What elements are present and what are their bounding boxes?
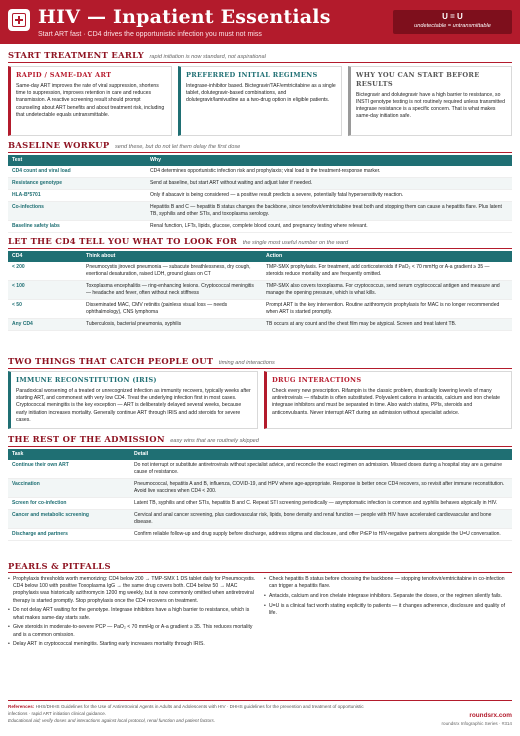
card-heading: PREFERRED INITIAL REGIMENS [186, 71, 318, 79]
table-row [8, 202, 512, 221]
column-header: CD4 [8, 251, 82, 262]
section-baseline-workup [8, 140, 240, 152]
table-cell: Disseminated MAC, CMV retinitis (painless visual loss — needs ophthalmology), CNS lymphoma [82, 300, 262, 319]
section-divider [8, 446, 512, 447]
card-start-before-results [348, 66, 512, 136]
table-cell: < 100 [8, 281, 82, 300]
card-text: Same-day ART improves the rate of viral suppression, shortens time to suppression, improves retention in care and reduces transmission. A reactive screening result should prompt counseling about ART benefits and about treatment risk, including that undetectable equals untransmittable. [16, 82, 165, 118]
table-cell: TMP-SMX prophylaxis. For treatment, add corticosteroids if PaO₂ < 70 mmHg or A-a gradient ≥ 35 — steroids reduce mortality and are frequently omitted. [262, 262, 512, 281]
section-title: THE REST OF THE ADMISSION [8, 434, 165, 444]
admission-table [8, 449, 512, 541]
table-cell: Confirm reliable follow-up and drug supply before discharge, address stigma and disclosure, and offer PrEP to HIV-negative partners alongside the U=U conversation. [130, 529, 512, 541]
section-divider [8, 62, 512, 63]
list-item: • Antacids, calcium and iron chelate integrase inhibitors. Separate the doses, or the regimen silently fails. [264, 593, 512, 600]
table-row [8, 498, 512, 510]
table-cell: < 200 [8, 262, 82, 281]
card-heading: WHY YOU CAN START BEFORE RESULTS [356, 71, 480, 88]
table-row [8, 479, 512, 498]
section-title: TWO THINGS THAT CATCH PEOPLE OUT [8, 356, 214, 366]
table-cell: Toxoplasma encephalitis — ring-enhancing lesions. Cryptococcal meningitis — headache and fever, often without neck stiffness [82, 281, 262, 300]
column-header: Why [146, 155, 512, 166]
footer-references [8, 704, 368, 725]
table-cell: Tuberculosis, bacterial pneumonia, syphilis [82, 319, 262, 331]
table-row [8, 460, 512, 479]
footer-divider [8, 700, 512, 701]
section-subtitle: rapid initiation is now standard, not aspirational [149, 54, 266, 60]
table-row [8, 178, 512, 190]
table-row [8, 166, 512, 178]
list-item: • U=U is a clinical fact worth stating explicitly to patients — it changes adherence, disclosure and quality of life. [264, 603, 512, 617]
table-cell: Cancer and metabolic screening [8, 510, 130, 529]
medical-cross-icon [8, 9, 30, 31]
uu-badge [393, 10, 512, 34]
section-subtitle: timing and interactions [218, 360, 275, 366]
footer-branding [442, 712, 512, 727]
table-row [8, 281, 512, 300]
table-cell: Latent TB, syphilis and other STIs, hepatitis B and C. Repeat STI screening periodically — asymptomatic infection is common and syphilis behaves atypically in HIV. [130, 498, 512, 510]
references-text: HHS/DHHS Guidelines for the Use of Antiretroviral Agents in Adults and Adolescents with HIV · DHHS guidelines for the prevention and treatment of opportunistic infections · rapid ART initiation clinical guidance. [8, 704, 364, 716]
table-cell: CD4 determines opportunistic infection risk and prophylaxis; viral load is the treatment-response marker. [146, 166, 512, 178]
table-row [8, 300, 512, 319]
table-cell: < 50 [8, 300, 82, 319]
table-row [8, 221, 512, 233]
card-text: Check every new prescription. Rifampin is the classic problem, drastically lowering levels of many antiretrovirals — rifabutin is often substituted. Polyvalent cations in antacids, calcium and iron chelate integrase inhibitors and must be separated in time. Also watch statins, PPIs, steroids and anticonvulsants. Never interrupt ART during an admission without specialist advice. [272, 387, 500, 416]
table-cell: Resistance genotype [8, 178, 146, 190]
section-subtitle: send these, but do not let them delay the first dose [114, 144, 241, 150]
card-text: Integrase-inhibitor based. Bictegravir/TAF/emtricitabine as a single tablet, dolutegravir-based combinations, and dolutegravir/lamivudine as a two-drug option in eligible patients. [186, 82, 336, 104]
list-item: • Delay ART in cryptococcal meningitis. Starting early increases mortality through IRIS. [8, 641, 256, 648]
table-cell: Do not interrupt or substitute antiretrovirals without specialist advice, and reconcile the exact regimen on admission. Missed doses during a hospital stay are a genuine cause of resistance. [130, 460, 512, 479]
series-label: roundsrx Infographic Series · #314 [441, 720, 512, 726]
table-cell: Pneumocystis jirovecii pneumonia — subacute breathlessness, dry cough, exertional desaturation, raised LDH, ground glass on CT [82, 262, 262, 281]
section-divider [8, 368, 512, 369]
section-title: LET THE CD4 TELL YOU WHAT TO LOOK FOR [8, 236, 238, 246]
table-cell: Vaccination [8, 479, 130, 498]
uu-badge-main: U = U [442, 12, 463, 21]
pearls-left-column [8, 576, 256, 651]
section-two-things [8, 356, 275, 368]
table-cell: HLA-B*5701 [8, 190, 146, 202]
page-title: HIV — Inpatient Essentials [38, 6, 331, 28]
table-cell: TB occurs at any count and the chest film may be atypical. Screen and treat latent TB. [262, 319, 512, 331]
list-item: • Check hepatitis B status before choosing the backbone — stopping tenofovir/emtricitabine in co-infection can trigger a hepatitis flare. [264, 576, 512, 590]
header-banner [0, 0, 520, 44]
table-cell: Only if abacavir is being considered — a positive result predicts a severe, potentially fatal hypersensitivity reaction. [146, 190, 512, 202]
section-title: PEARLS & PITFALLS [8, 561, 111, 571]
table-cell: Baseline safety labs [8, 221, 146, 233]
card-drug-interactions [264, 371, 512, 429]
card-preferred-regimens [178, 66, 342, 136]
section-divider [8, 152, 512, 153]
card-heading: IMMUNE RECONSTITUTION (IRIS) [16, 376, 157, 384]
table-cell: Screen for co-infection [8, 498, 130, 510]
card-iris [8, 371, 258, 429]
section-cd4 [8, 236, 348, 248]
cd4-table [8, 251, 512, 331]
list-item: • Do not delay ART waiting for the genotype. Integrase inhibitors have a high barrier to resistance, which is what makes same-day starts safe. [8, 607, 256, 621]
table-cell: Send at baseline, but start ART without waiting and adjust later if needed. [146, 178, 512, 190]
list-item: • Give steroids in moderate-to-severe PCP — PaO₂ < 70 mmHg or A-a gradient ≥ 35. This reduces mortality and is a common omission. [8, 624, 256, 638]
disclaimer-text: Educational aid; verify doses and interactions against local protocol, renal function and patient factors. [8, 717, 216, 723]
section-subtitle: the single most useful number on the ward [242, 240, 349, 246]
column-header: Test [8, 155, 146, 166]
card-text: Paradoxical worsening of a treated or unrecognized infection as immunity recovers, typically weeks after starting ART, and commonest with very low CD4. Treat the underlying infection first in most cases. Cryptococcal meningitis is the key exception — ART is deliberately delayed several weeks, because early initiation increases mortality. Generally continue ART through IRIS and add steroids for severe cases. [16, 387, 251, 423]
table-cell: Co-infections [8, 202, 146, 221]
section-start-treatment [8, 50, 266, 62]
section-divider [8, 248, 512, 249]
page-subtitle: Start ART fast · CD4 drives the opportunistic infection you must not miss [38, 31, 262, 38]
table-cell: Any CD4 [8, 319, 82, 331]
site-link[interactable]: roundsrx.com [469, 712, 512, 719]
baseline-table [8, 155, 512, 233]
table-cell: Cervical and anal cancer screening, plus cardiovascular risk, lipids, bone density and renal function — people with HIV have accelerated cardiovascular and bone disease. [130, 510, 512, 529]
section-title: BASELINE WORKUP [8, 140, 110, 150]
card-rapid-art [8, 66, 172, 136]
table-row [8, 529, 512, 541]
table-row [8, 510, 512, 529]
table-cell: Renal function, LFTs, lipids, glucose, complete blood count, and pregnancy testing where relevant. [146, 221, 512, 233]
table-cell: Pneumococcal, hepatitis A and B, influenza, COVID-19, and HPV where age-appropriate. Response is better once CD4 recovers, so revisit after immune reconstitution. Avoid live vaccines when CD4 < 200. [130, 479, 512, 498]
column-header: Detail [130, 449, 512, 460]
section-title: START TREATMENT EARLY [8, 50, 145, 60]
list-item: • Prophylaxis thresholds worth memorizing: CD4 below 200 → TMP-SMX 1 DS tablet daily for Pneumocystis. CD4 below 100 with positive Toxoplasma IgG → the same drug covers both. CD4 below 50 → MAC prophylaxis was historically azithromycin 1200 mg weekly, but is now commonly omitted when antiretroviral therapy is started promptly. Stop prophylaxis once the CD4 recovers on treatment. [8, 576, 256, 605]
table-cell: Continue their own ART [8, 460, 130, 479]
references-label: References: [8, 704, 35, 709]
card-heading: RAPID / SAME-DAY ART [16, 71, 112, 79]
table-row [8, 190, 512, 202]
card-heading: DRUG INTERACTIONS [272, 376, 362, 384]
table-cell: CD4 count and viral load [8, 166, 146, 178]
table-cell: TMP-SMX also covers toxoplasma. For cryptococcus, send serum cryptococcal antigen and measure and manage the opening pressure, which is what kills. [262, 281, 512, 300]
column-header: Action [262, 251, 512, 262]
section-divider [8, 572, 512, 573]
table-row [8, 262, 512, 281]
column-header: Task [8, 449, 130, 460]
uu-badge-sub: undetectable = untransmittable [414, 22, 491, 29]
section-subtitle: easy wins that are routinely skipped [170, 438, 259, 444]
pearls-right-column [264, 576, 512, 620]
table-cell: Hepatitis B and C — hepatitis B status changes the backbone, since tenofovir/emtricitabine treat both and stopping them can cause a hepatitis flare. Plus latent TB, syphilis and other STIs, and toxoplasma serology. [146, 202, 512, 221]
table-cell: Prompt ART is the key intervention. Routine azithromycin prophylaxis for MAC is no longer recommended when ART is started promptly. [262, 300, 512, 319]
column-header: Think about [82, 251, 262, 262]
table-row [8, 319, 512, 331]
card-text: Bictegravir and dolutegravir have a high barrier to resistance, so INSTI genotype testing is not routinely required unless transmitted integrase resistance is a specific concern. That is what makes same-day initiation safe. [356, 91, 505, 120]
section-rest-of-admission [8, 434, 259, 446]
table-cell: Discharge and partners [8, 529, 130, 541]
